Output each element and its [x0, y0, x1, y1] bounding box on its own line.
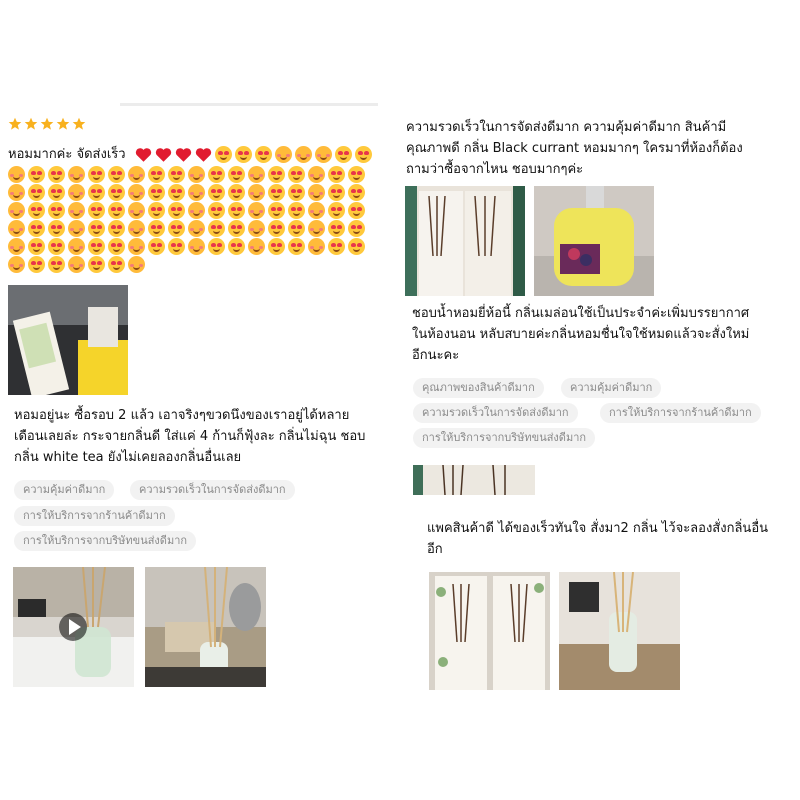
heart-eyes-icon: [288, 184, 305, 201]
heart-icon: [195, 147, 212, 163]
smiling-face-with-hearts-icon: [275, 146, 292, 163]
heart-eyes-icon: [328, 220, 345, 237]
smiling-face-with-hearts-icon: [8, 166, 25, 183]
star-icon: [72, 117, 86, 131]
heart-eyes-icon: [215, 146, 232, 163]
right-review-2-line: ชอบน้ำหอมยี่ห้อนี้ กลิ่นเมล่อนใช้เป็นประจำค่ะเพิ่มบรรยากาศ: [412, 306, 750, 321]
heart-eyes-icon: [335, 146, 352, 163]
tag-product-quality[interactable]: คุณภาพของสินค้าดีมาก: [413, 378, 544, 398]
smiling-face-with-hearts-icon: [128, 220, 145, 237]
tag-courier-service[interactable]: การให้บริการจากบริษัทขนส่งดีมาก: [413, 428, 595, 448]
smiling-face-with-hearts-icon: [308, 184, 325, 201]
heart-eyes-icon: [108, 166, 125, 183]
review-photo-reed-bottle[interactable]: [559, 572, 680, 690]
heart-eyes-icon: [88, 166, 105, 183]
smiling-face-with-hearts-icon: [188, 184, 205, 201]
heart-eyes-icon: [48, 220, 65, 237]
heart-eyes-icon: [208, 184, 225, 201]
tag-value[interactable]: ความคุ้มค่าดีมาก: [14, 480, 114, 500]
smiling-face-with-hearts-icon: [128, 256, 145, 273]
heart-eyes-icon: [228, 166, 245, 183]
review-2-line: เดือนเลยล่ะ กระจายกลิ่นดี ใส่แค่ 4 ก้านก็ฟุ้งละ กลิ่นไม่ฉุน ชอบ: [14, 429, 366, 444]
heart-eyes-icon: [168, 238, 185, 255]
heart-eyes-icon: [168, 202, 185, 219]
tag-value[interactable]: ความคุ้มค่าดีมาก: [561, 378, 661, 398]
heart-eyes-icon: [288, 220, 305, 237]
heart-eyes-icon: [28, 238, 45, 255]
tag-shop-service[interactable]: การให้บริการจากร้านค้าดีมาก: [600, 403, 761, 423]
tag-courier-service[interactable]: การให้บริการจากบริษัทขนส่งดีมาก: [14, 531, 196, 551]
heart-eyes-icon: [148, 220, 165, 237]
smiling-face-with-hearts-icon: [68, 238, 85, 255]
review-photo-oil-bottle[interactable]: [534, 186, 654, 296]
heart-eyes-icon: [228, 220, 245, 237]
heart-eyes-icon: [88, 220, 105, 237]
smiling-face-with-hearts-icon: [188, 220, 205, 237]
heart-eyes-icon: [268, 202, 285, 219]
review-photo-cropped[interactable]: [413, 465, 535, 495]
star-icon: [8, 117, 22, 131]
heart-eyes-icon: [108, 256, 125, 273]
heart-eyes-icon: [48, 166, 65, 183]
heart-eyes-icon: [355, 146, 372, 163]
smiling-face-with-hearts-icon: [308, 220, 325, 237]
star-icon: [40, 117, 54, 131]
heart-eyes-icon: [48, 184, 65, 201]
heart-eyes-icon: [168, 166, 185, 183]
heart-eyes-icon: [208, 166, 225, 183]
heart-eyes-icon: [108, 202, 125, 219]
heart-eyes-icon: [108, 184, 125, 201]
smiling-face-with-hearts-icon: [128, 238, 145, 255]
heart-eyes-icon: [268, 184, 285, 201]
star-icon: [56, 117, 70, 131]
heart-eyes-icon: [88, 202, 105, 219]
tag-delivery-speed[interactable]: ความรวดเร็วในการจัดส่งดีมาก: [130, 480, 295, 500]
smiling-face-with-hearts-icon: [128, 166, 145, 183]
right-review-2-line: ในห้องนอน หลับสบายค่ะกลิ่นหอมชื่นใจใช้หมดแล้วจะสั่งใหม่: [412, 327, 750, 342]
heart-eyes-icon: [28, 166, 45, 183]
heart-eyes-icon: [88, 256, 105, 273]
heart-eyes-icon: [28, 184, 45, 201]
smiling-face-with-hearts-icon: [308, 166, 325, 183]
smiling-face-with-hearts-icon: [248, 184, 265, 201]
right-review-1-line: ความรวดเร็วในการจัดส่งดีมาก ความคุ้มค่าดีมาก สินค้ามี: [406, 120, 727, 135]
review-video-thumbnail[interactable]: [13, 567, 134, 687]
smiling-face-with-hearts-icon: [308, 238, 325, 255]
heart-eyes-icon: [48, 256, 65, 273]
heart-eyes-icon: [348, 184, 365, 201]
smiling-face-with-hearts-icon: [68, 184, 85, 201]
heart-eyes-icon: [48, 238, 65, 255]
heart-eyes-icon: [288, 166, 305, 183]
heart-eyes-icon: [328, 202, 345, 219]
heart-icon: [135, 147, 152, 163]
heart-eyes-icon: [268, 220, 285, 237]
heart-eyes-icon: [228, 202, 245, 219]
smiling-face-with-hearts-icon: [248, 238, 265, 255]
review-1-text: หอมมากค่ะ จัดส่งเร็ว: [8, 147, 126, 162]
heart-icon: [175, 147, 192, 163]
heart-eyes-icon: [168, 220, 185, 237]
smiling-face-with-hearts-icon: [315, 146, 332, 163]
heart-eyes-icon: [148, 202, 165, 219]
review-photo-diffuser-box[interactable]: [8, 285, 128, 395]
heart-eyes-icon: [288, 238, 305, 255]
heart-eyes-icon: [208, 238, 225, 255]
smiling-face-with-hearts-icon: [188, 238, 205, 255]
review-2-line: กลิ่น white tea ยังไม่เคยลองกลิ่นอื่นเลย: [14, 450, 242, 465]
heart-eyes-icon: [348, 220, 365, 237]
review-1-first-line: [8, 144, 372, 165]
right-review-1-text: [406, 117, 796, 180]
smiling-face-with-hearts-icon: [188, 166, 205, 183]
heart-eyes-icon: [108, 220, 125, 237]
heart-eyes-icon: [28, 256, 45, 273]
heart-eyes-icon: [228, 238, 245, 255]
smiling-face-with-hearts-icon: [8, 220, 25, 237]
smiling-face-with-hearts-icon: [248, 166, 265, 183]
heart-eyes-icon: [235, 146, 252, 163]
heart-eyes-icon: [348, 166, 365, 183]
right-review-3-line: อีก: [427, 542, 443, 557]
smiling-face-with-hearts-icon: [128, 184, 145, 201]
smiling-face-with-hearts-icon: [8, 184, 25, 201]
heart-eyes-icon: [348, 238, 365, 255]
heart-eyes-icon: [148, 166, 165, 183]
right-review-1-line: คุณภาพดี กลิ่น Black currant หอมมากๆ ใครมาที่ห้องก็ต้อง: [406, 141, 743, 156]
right-review-1-line: ถามว่าซื้อจากไหน ชอบมากๆค่ะ: [406, 162, 584, 177]
heart-eyes-icon: [28, 220, 45, 237]
heart-eyes-icon: [288, 202, 305, 219]
tag-delivery-speed[interactable]: ความรวดเร็วในการจัดส่งดีมาก: [413, 403, 578, 423]
heart-eyes-icon: [108, 238, 125, 255]
right-review-3-line: แพคสินค้าดี ได้ของเร็วทันใจ สั่งมา2 กลิ่น ไว้จะลองสั่งกลิ่นอื่น: [427, 521, 769, 536]
heart-eyes-icon: [268, 238, 285, 255]
right-review-2-text: [412, 303, 797, 366]
heart-icon: [155, 147, 172, 163]
heart-eyes-icon: [255, 146, 272, 163]
smiling-face-with-hearts-icon: [308, 202, 325, 219]
top-divider: [120, 103, 378, 106]
smiling-face-with-hearts-icon: [8, 202, 25, 219]
review-photo-two-boxes[interactable]: [429, 572, 550, 690]
tag-shop-service[interactable]: การให้บริการจากร้านค้าดีมาก: [14, 506, 175, 526]
heart-eyes-icon: [148, 184, 165, 201]
heart-eyes-icon: [208, 220, 225, 237]
heart-eyes-icon: [228, 184, 245, 201]
heart-eyes-icon: [208, 202, 225, 219]
smiling-face-with-hearts-icon: [248, 220, 265, 237]
review-2-line: หอมอยู่นะ ซื้อรอบ 2 แล้ว เอาจริงๆขวดนึงของเราอยู่ได้หลาย: [14, 408, 350, 423]
heart-eyes-icon: [328, 184, 345, 201]
smiling-face-with-hearts-icon: [248, 202, 265, 219]
heart-eyes-icon: [328, 238, 345, 255]
review-photo-diffuser-bottle[interactable]: [145, 567, 266, 687]
smiling-face-with-hearts-icon: [68, 220, 85, 237]
heart-eyes-icon: [328, 166, 345, 183]
star-icon: [24, 117, 38, 131]
smiling-face-with-hearts-icon: [8, 256, 25, 273]
review-2-text: [14, 405, 394, 468]
right-review-3-text: [427, 518, 797, 560]
heart-eyes-icon: [88, 238, 105, 255]
smiling-face-with-hearts-icon: [68, 202, 85, 219]
heart-eyes-icon: [268, 166, 285, 183]
heart-eyes-icon: [168, 184, 185, 201]
heart-eyes-icon: [148, 238, 165, 255]
smiling-face-with-hearts-icon: [68, 256, 85, 273]
smiling-face-with-hearts-icon: [68, 166, 85, 183]
heart-eyes-icon: [28, 202, 45, 219]
emoji-block: [8, 166, 372, 273]
review-photo-boxes[interactable]: [405, 186, 525, 296]
smiling-face-with-hearts-icon: [128, 202, 145, 219]
smiling-face-with-hearts-icon: [188, 202, 205, 219]
heart-eyes-icon: [88, 184, 105, 201]
smiling-face-with-hearts-icon: [8, 238, 25, 255]
rating-stars: [8, 117, 86, 131]
smiling-face-with-hearts-icon: [295, 146, 312, 163]
heart-eyes-icon: [48, 202, 65, 219]
heart-eyes-icon: [348, 202, 365, 219]
right-review-2-line: อีกนะคะ: [412, 348, 460, 363]
